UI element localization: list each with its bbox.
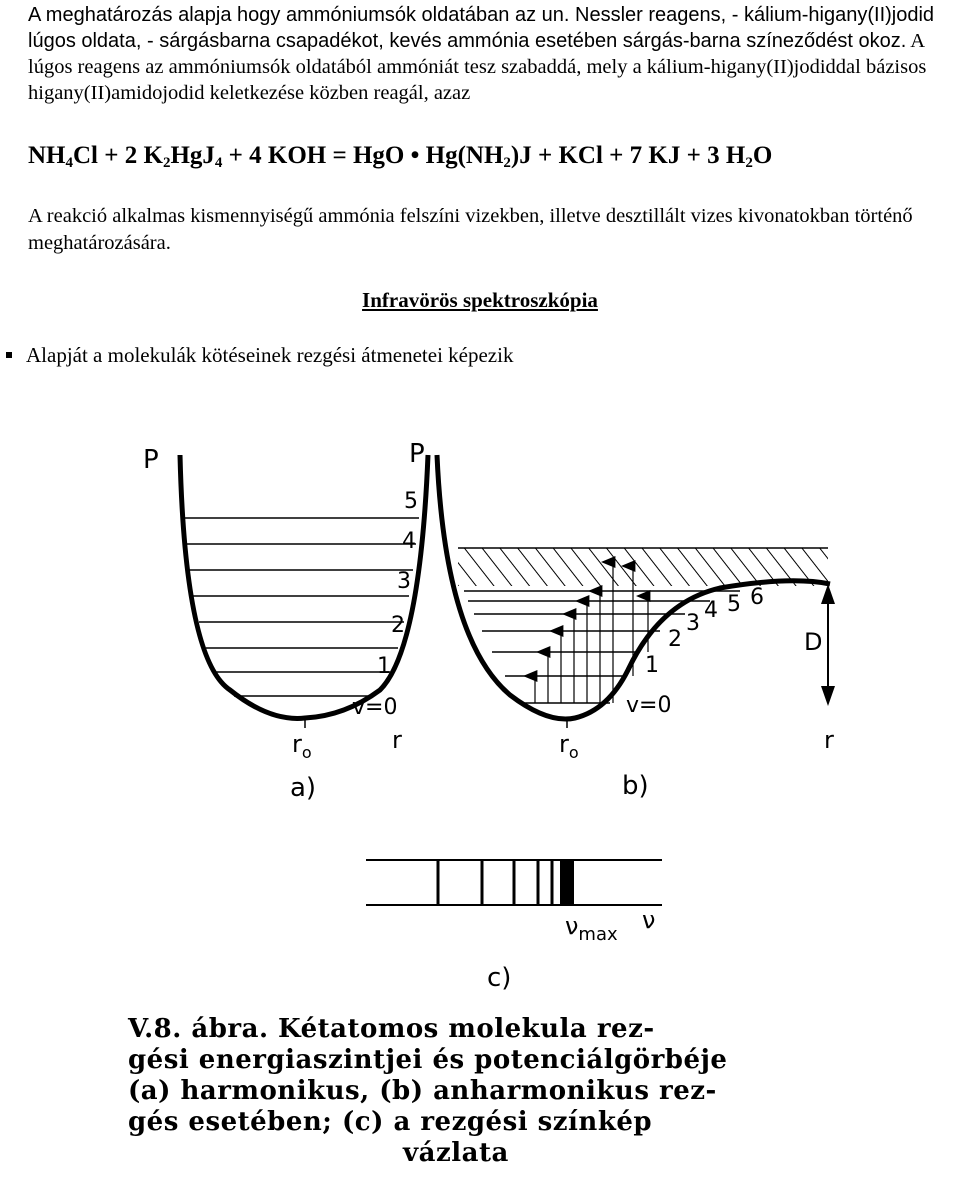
dissociation-arrow-top-head <box>821 584 835 604</box>
level-4-label: 4 <box>704 598 718 623</box>
reaction-equation <box>28 142 772 172</box>
intro-paragraph-part-a: A meghatározás alapja hogy ammóniumsók oldatában az un. Nessler reagens, - kálium-higany(II)jodid lúgos oldata, - sárgásbarna csapadékot, kevés ammónia esetében sárgás-barna színeződést okoz. <box>28 4 935 52</box>
bullet-square-icon <box>6 352 12 358</box>
spectrum-lines <box>438 860 574 905</box>
level-4-label: 4 <box>402 529 416 554</box>
r0-label: $r_o$ <box>559 730 579 762</box>
r-label: r <box>392 726 402 754</box>
caption-line: gési energiaszintjei és potenciálgörbéje <box>128 1045 728 1075</box>
nu-label: ν <box>642 906 656 934</box>
level-5-label: 5 <box>404 489 418 514</box>
caption-line: gés esetében; (c) a rezgési színkép <box>128 1107 653 1137</box>
figure-caption <box>128 1014 828 1169</box>
level-2-label: 2 <box>391 613 405 638</box>
d-label: D <box>804 628 823 656</box>
eq-part: + 4 KOH = HgO • Hg(NH <box>222 142 504 169</box>
panel-b-label: b) <box>622 771 649 801</box>
panel-a-label: a) <box>290 773 317 803</box>
panel-b-anharmonic <box>409 439 835 801</box>
level-6-label: 6 <box>750 585 764 610</box>
eq-part: Cl + 2 K <box>73 142 163 169</box>
eq-sub: 2 <box>162 155 171 171</box>
caption-line: (a) harmonikus, (b) anharmonikus rez- <box>128 1076 717 1106</box>
r-label: r <box>824 726 834 754</box>
r0-label: $r_o$ <box>292 730 312 762</box>
eq-sub: 4 <box>65 155 73 171</box>
caption-line: vázlata <box>403 1138 509 1168</box>
panel-b-p-label: P <box>409 439 425 469</box>
intro-paragraph-part-b: A lúgos reagens az ammóniumsók oldatából ammóniát tesz szabaddá, mely a kálium-higany(II)jodiddal bázisos higany(II)amidojodid keletkezése közben reagál, azaz <box>28 30 927 104</box>
panel-a-harmonic <box>143 445 428 803</box>
eq-part: O <box>752 142 773 169</box>
level-3-label: 3 <box>397 569 411 594</box>
application-paragraph: A reakció alkalmas kismennyiségű ammónia felszíni vizekben, illetve desztillált vizes kivonatokban történő meghatározására. <box>28 205 913 254</box>
level-3-label: 3 <box>686 611 700 636</box>
intro-paragraph <box>28 2 938 106</box>
eq-part: HgJ <box>170 142 215 169</box>
eq-part: NH <box>28 142 66 169</box>
section-heading: Infravörös spektroszkópia <box>362 288 598 312</box>
eq-sub: 4 <box>214 155 223 171</box>
level-2-label: 2 <box>668 627 682 652</box>
eq-sub: 2 <box>503 155 511 171</box>
panel-c-spectrum <box>366 860 662 993</box>
level-1-label: 1 <box>645 653 659 678</box>
level-1-label: 1 <box>377 654 391 679</box>
panel-a-p-label: P <box>143 445 159 475</box>
dissociation-arrow-bottom-head <box>821 686 835 706</box>
level-5-label: 5 <box>727 592 741 617</box>
panel-c-label: c) <box>487 963 512 993</box>
v0-label: v=0 <box>626 693 672 718</box>
bullet-item <box>6 343 513 368</box>
bullet-text: Alapját a molekulák kötéseinek rezgési átmenetei képezik <box>26 343 514 367</box>
nu-max-label: $\nu_{max}$ <box>565 912 618 945</box>
caption-line: V.8. ábra. Kétatomos molekula rez- <box>128 1014 655 1044</box>
eq-sub: 2 <box>745 155 753 171</box>
v0-label: v=0 <box>352 695 398 720</box>
eq-part: )J + KCl + 7 KJ + 3 H <box>510 142 746 169</box>
